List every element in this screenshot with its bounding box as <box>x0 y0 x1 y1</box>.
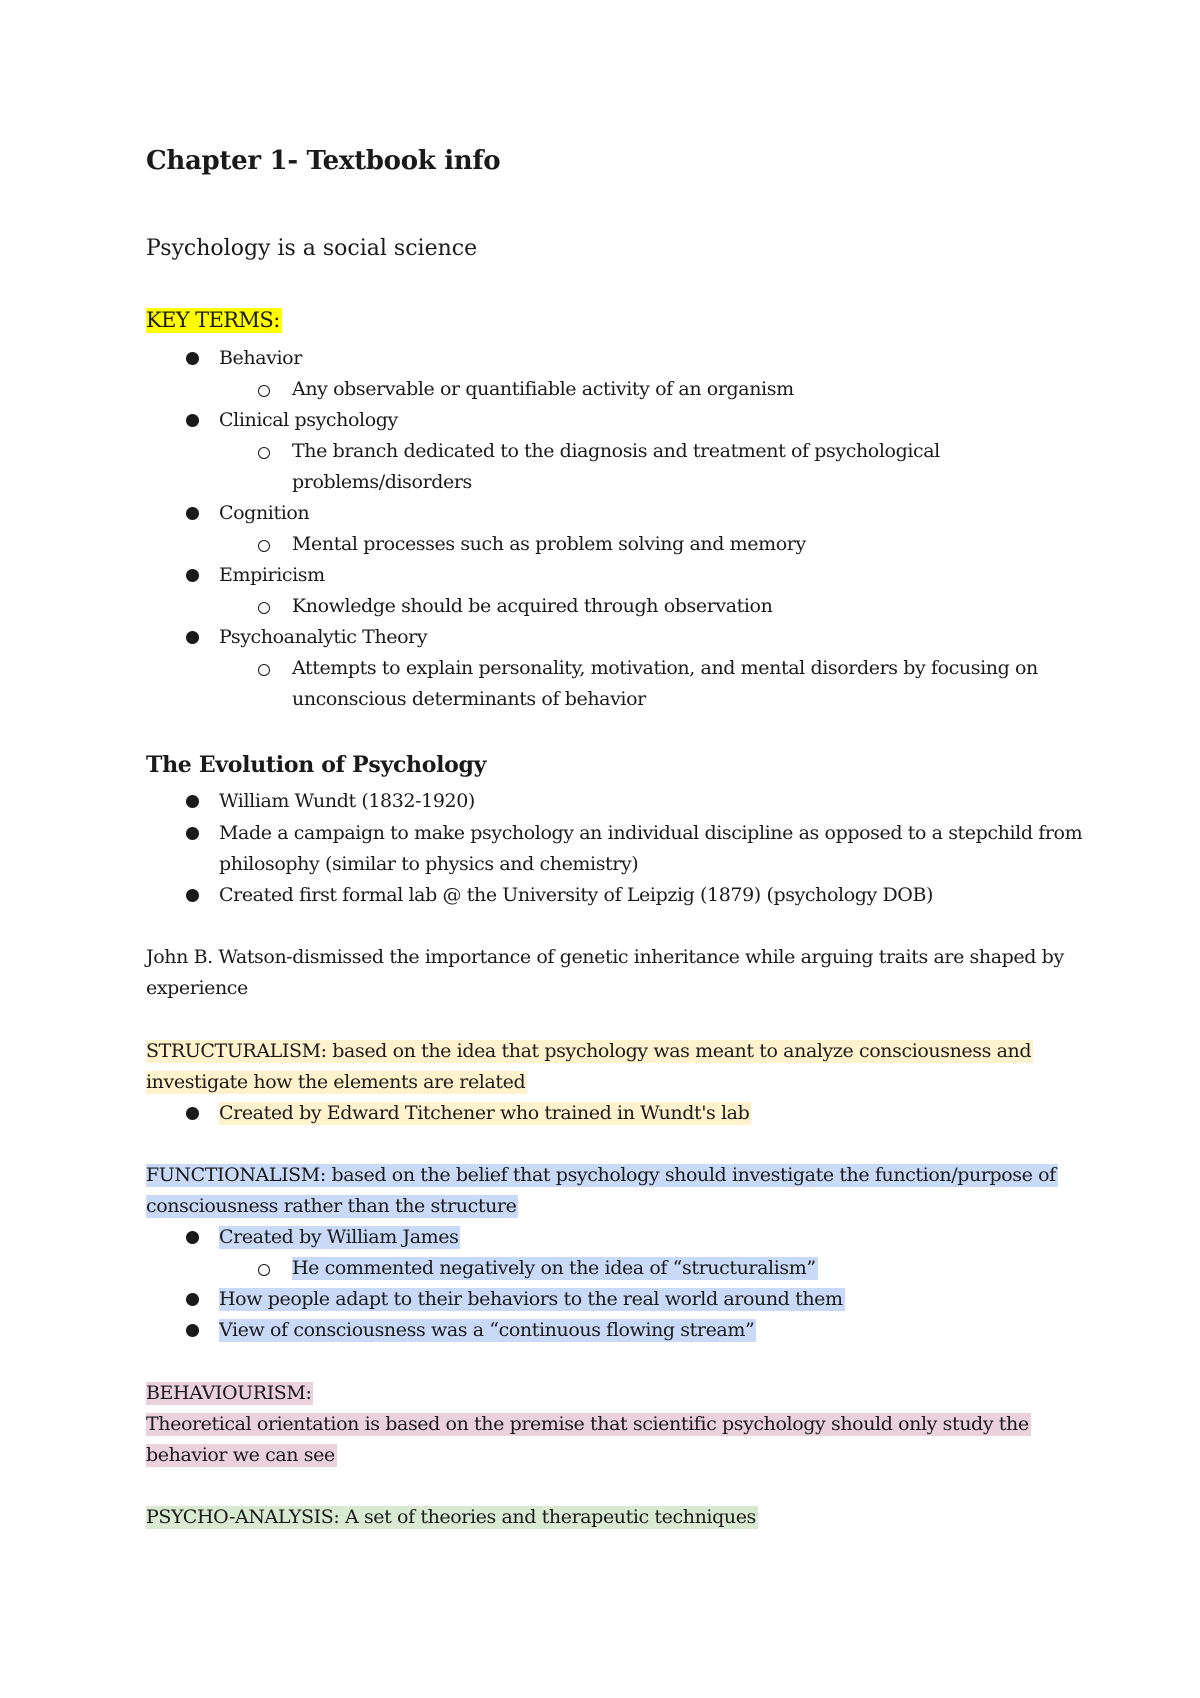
bullet-dot-icon <box>186 569 199 582</box>
bullet-circle-icon <box>258 447 270 459</box>
functionalism-sub-bullet-text: He commented negatively on the idea of “structuralism” <box>292 1257 816 1279</box>
document-title: Chapter 1- Textbook info <box>146 146 501 176</box>
bullet-dot-icon <box>186 631 199 644</box>
bullet-dot-icon <box>186 827 199 840</box>
watson-line-1: John B. Watson-dismissed the importance of genetic inheritance while arguing traits are shaped by <box>146 946 1064 968</box>
behaviourism-line-2 <box>146 1440 337 1471</box>
bullet-dot-icon <box>186 889 199 902</box>
functionalism-bullet-stream <box>219 1315 756 1346</box>
key-term-psychoanalytic-theory: Psychoanalytic Theory <box>219 626 428 648</box>
bullet-dot-icon <box>186 507 199 520</box>
key-term-behavior: Behavior <box>219 347 302 369</box>
functionalism-line-1 <box>146 1160 1058 1191</box>
psychoanalysis-line <box>146 1502 758 1533</box>
bullet-circle-icon <box>258 540 270 552</box>
evolution-bullet-campaign-line-1: Made a campaign to make psychology an individual discipline as opposed to a stepchild from <box>219 822 1083 844</box>
bullet-circle-icon <box>258 664 270 676</box>
bullet-dot-icon <box>186 1293 199 1306</box>
bullet-dot-icon <box>186 795 199 808</box>
evolution-bullet-wundt: William Wundt (1832-1920) <box>219 790 475 812</box>
functionalism-line-2-text: consciousness rather than the structure <box>146 1195 517 1217</box>
functionalism-bullet-adapt-text: How people adapt to their behaviors to the real world around them <box>219 1288 843 1310</box>
definition-behavior: Any observable or quantifiable activity of an organism <box>292 378 794 400</box>
structuralism-line-2-text: investigate how the elements are related <box>146 1071 526 1093</box>
structuralism-bullet <box>219 1098 751 1129</box>
structuralism-bullet-text: Created by Edward Titchener who trained in Wundt's lab <box>219 1102 750 1124</box>
functionalism-bullet-james <box>219 1222 460 1253</box>
key-terms-heading <box>146 308 282 332</box>
behaviourism-line-1 <box>146 1409 1031 1440</box>
key-terms-heading-text: KEY TERMS: <box>146 308 280 332</box>
definition-clinical-psychology-line-1: The branch dedicated to the diagnosis and treatment of psychological <box>292 440 940 462</box>
definition-cognition: Mental processes such as problem solving and memory <box>292 533 806 555</box>
functionalism-line-1-text: FUNCTIONALISM: based on the belief that psychology should investigate the function/purpose of <box>146 1164 1056 1186</box>
structuralism-line-2 <box>146 1067 527 1098</box>
definition-psychoanalytic-theory-line-1: Attempts to explain personality, motivation, and mental disorders by focusing on <box>292 657 1038 679</box>
behaviourism-heading-text: BEHAVIOURISM: <box>146 1382 312 1404</box>
functionalism-sub-bullet <box>292 1253 818 1284</box>
bullet-circle-icon <box>258 1264 270 1276</box>
evolution-heading: The Evolution of Psychology <box>146 752 487 778</box>
bullet-circle-icon <box>258 385 270 397</box>
functionalism-bullet-stream-text: View of consciousness was a “continuous flowing stream” <box>219 1319 755 1341</box>
structuralism-line-1 <box>146 1036 1033 1067</box>
watson-line-2: experience <box>146 977 248 999</box>
key-term-clinical-psychology: Clinical psychology <box>219 409 398 431</box>
key-term-cognition: Cognition <box>219 502 310 524</box>
behaviourism-line-2-text: behavior we can see <box>146 1444 335 1466</box>
evolution-bullet-lab: Created first formal lab @ the University of Leipzig (1879) (psychology DOB) <box>219 884 934 906</box>
bullet-dot-icon <box>186 1231 199 1244</box>
lead-sentence: Psychology is a social science <box>146 236 478 261</box>
key-term-empiricism: Empiricism <box>219 564 325 586</box>
behaviourism-heading <box>146 1378 313 1409</box>
structuralism-line-1-text: STRUCTURALISM: based on the idea that psychology was meant to analyze consciousness and <box>146 1040 1032 1062</box>
bullet-circle-icon <box>258 602 270 614</box>
psychoanalysis-line-text: PSYCHO-ANALYSIS: A set of theories and therapeutic techniques <box>146 1506 756 1528</box>
functionalism-line-2 <box>146 1191 518 1222</box>
bullet-dot-icon <box>186 352 199 365</box>
bullet-dot-icon <box>186 414 199 427</box>
evolution-bullet-campaign-line-2: philosophy (similar to physics and chemistry) <box>219 853 639 875</box>
bullet-dot-icon <box>186 1324 199 1337</box>
definition-psychoanalytic-theory-line-2: unconscious determinants of behavior <box>292 688 646 710</box>
functionalism-bullet-james-text: Created by William James <box>219 1226 459 1248</box>
definition-clinical-psychology-line-2: problems/disorders <box>292 471 472 493</box>
definition-empiricism: Knowledge should be acquired through observation <box>292 595 773 617</box>
bullet-dot-icon <box>186 1107 199 1120</box>
behaviourism-line-1-text: Theoretical orientation is based on the premise that scientific psychology should only study the <box>146 1413 1029 1435</box>
functionalism-bullet-adapt <box>219 1284 845 1315</box>
